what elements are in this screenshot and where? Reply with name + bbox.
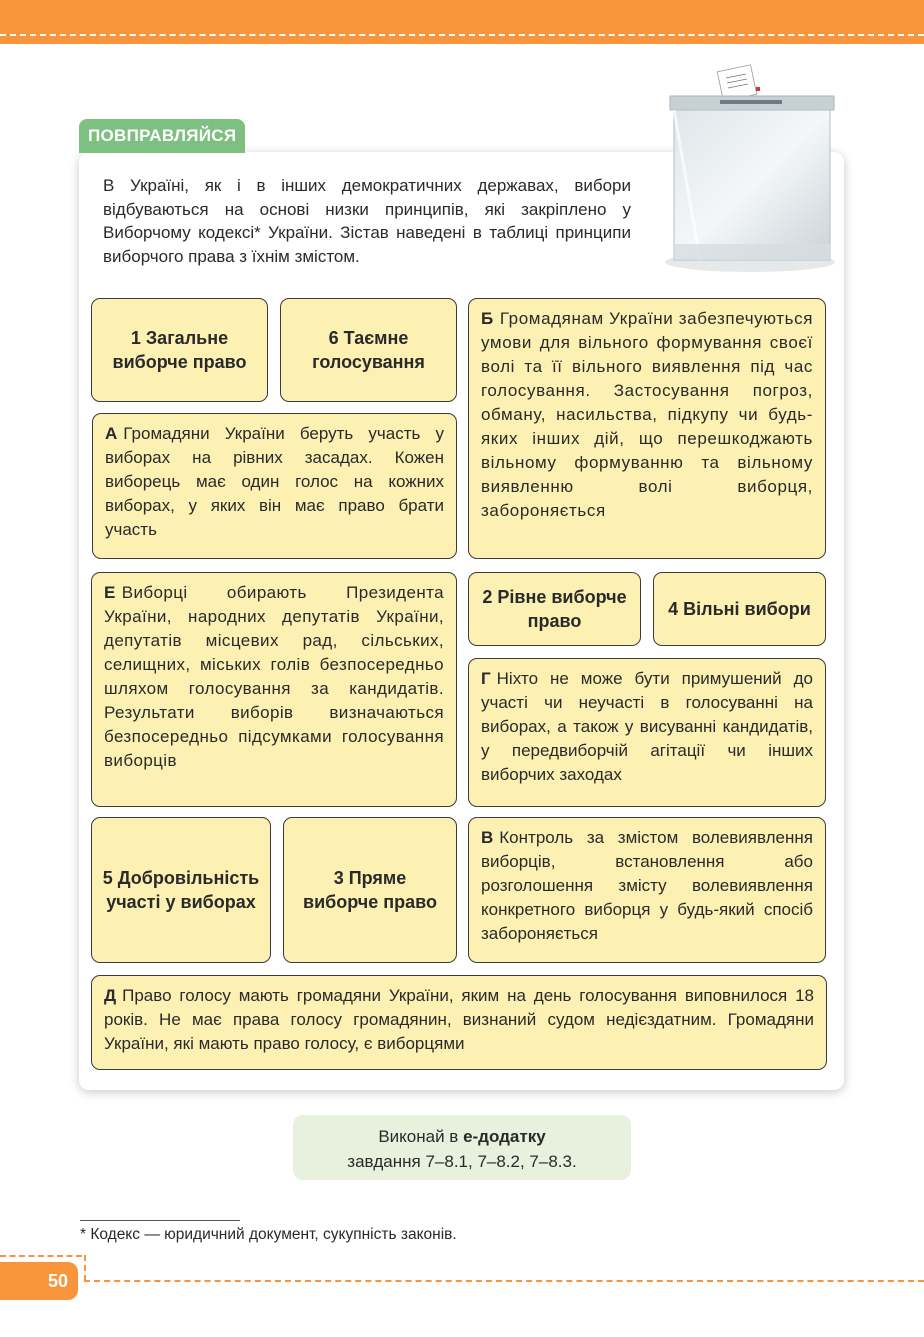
content-text: Виборці обирають Президента України, народних депутатів України, депутатів місцевих рад, сільських, селищних, міських голів безпосередньо шляхом голосування за кандидатів. Результати виборів визначаються безпосередньо підсумками голосування виборців	[104, 583, 444, 770]
top-banner	[0, 0, 924, 44]
principle-2: 2 Рівне виборче право	[468, 572, 641, 646]
content-text: Громадянам України забезпечуються умови для вільного формування своєї волі та її вільного виявлення під час голосування. Застосування погроз, обману, насильства, підкупу чи будь-яких інших дій, що перешкоджають вільному формуванню та вільному виявленню волі виборця, забороняється	[481, 309, 813, 520]
content-letter: А	[105, 424, 118, 443]
content-letter: В	[481, 828, 494, 847]
e-supplement-prefix: Виконай в	[378, 1127, 464, 1146]
footnote-divider	[80, 1220, 240, 1221]
content-letter: Б	[481, 309, 494, 328]
principle-1: 1 Загальне виборче право	[91, 298, 268, 402]
ballot-box-illustration	[660, 62, 840, 282]
section-tag: ПОВПРАВЛЯЙСЯ	[79, 119, 245, 153]
bottom-dashed-line-left	[0, 1255, 82, 1257]
footnote: * Кодекс — юридичний документ, сукупність законів.	[80, 1226, 457, 1243]
content-a	[92, 413, 457, 559]
content-d	[91, 975, 827, 1070]
content-letter: Д	[104, 986, 117, 1005]
content-text: Контроль за змістом волевиявлення виборців, встановлення або розголошення змісту волевиявлення конкретного виборця у будь-який спосіб забороняється	[481, 828, 813, 943]
principle-4: 4 Вільні вибори	[653, 572, 826, 646]
content-g	[468, 658, 826, 807]
intro-text: В Україні, як і в інших демократичних державах, вибори відбуваються на основі низки принципів, які закріплено у Виборчому кодексі* України. Зістав наведені в таблиці принципи виборчого права з їхнім змістом.	[103, 176, 631, 266]
e-supplement-note	[293, 1115, 631, 1180]
e-supplement-tasks: завдання 7–8.1, 7–8.2, 7–8.3.	[347, 1152, 577, 1171]
top-dashed-line	[0, 34, 924, 36]
content-text: Ніхто не може бути примушений до участі чи неучасті в голосуванні на виборах, а також у висуванні кандидатів, у передвиборчій агітації чи інших виборчих заходах	[481, 669, 813, 784]
content-letter: Г	[481, 669, 491, 688]
bottom-dashed-line	[84, 1280, 924, 1282]
content-text: Право голосу мають громадяни України, яким на день голосування виповнилося 18 років. Не має права голосу громадянин, визнаний судом недієздатним. Громадяни України, які мають право голосу, є виборцями	[104, 986, 814, 1053]
principle-6: 6 Таємне голосування	[280, 298, 457, 402]
content-b	[468, 298, 826, 559]
e-supplement-link[interactable]: е-додатку	[463, 1127, 546, 1146]
content-e	[91, 572, 457, 807]
principle-5: 5 Добровільність участі у виборах	[91, 817, 271, 963]
content-v	[468, 817, 826, 963]
content-letter: Е	[104, 583, 116, 602]
principle-3: 3 Пряме виборче право	[283, 817, 457, 963]
content-text: Громадяни України беруть участь у виборах на рівних засадах. Кожен виборець має один голос на кожних виборах, у яких він має право брати участь	[105, 424, 444, 539]
page-number: 50	[0, 1262, 78, 1300]
bottom-dashed-line-vertical	[84, 1255, 86, 1281]
